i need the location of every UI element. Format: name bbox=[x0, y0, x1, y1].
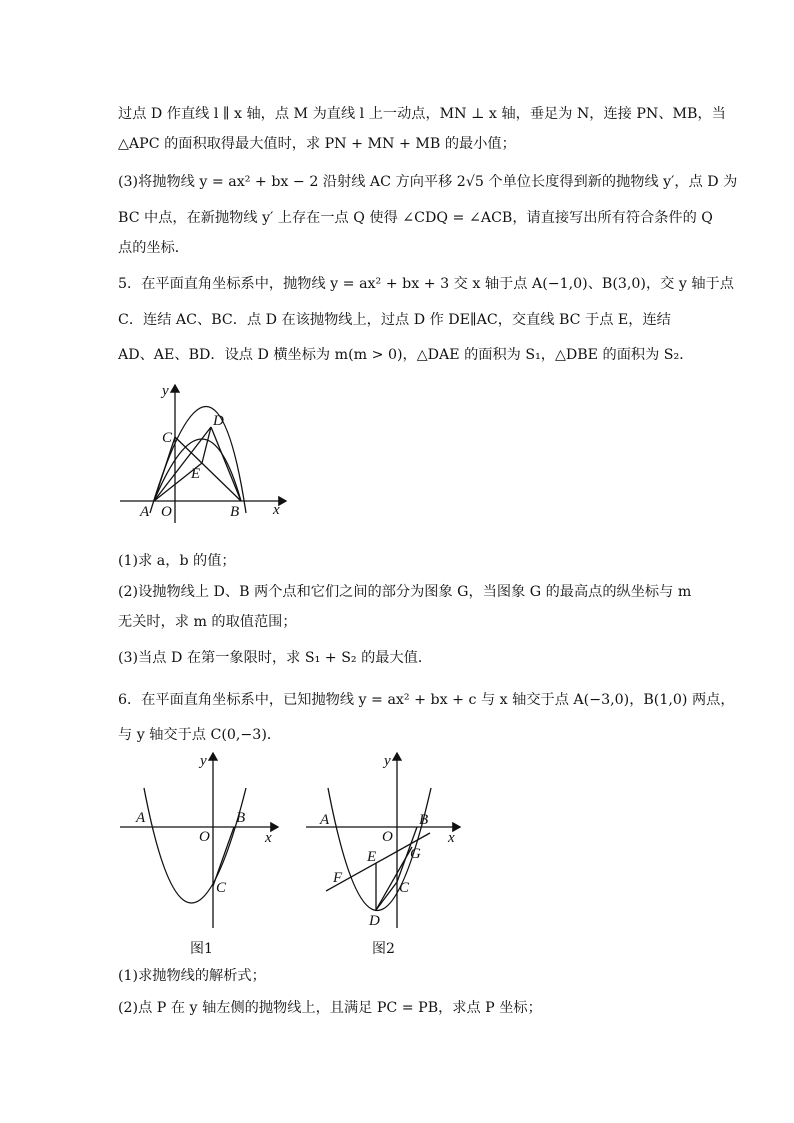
label-d: D bbox=[213, 413, 224, 429]
text-line: (1)求抛物线的解析式； bbox=[118, 968, 266, 984]
label-x: x bbox=[273, 502, 280, 518]
label-y: y bbox=[200, 753, 207, 769]
figure-caption-1: 图1 bbox=[190, 941, 213, 957]
text-line: C．连结 AC、BC．点 D 在该抛物线上，过点 D 作 DE∥AC，交直线 BC 于点 E，连结 bbox=[118, 312, 671, 328]
segment-bc bbox=[175, 437, 241, 501]
label-y: y bbox=[384, 753, 391, 769]
label-x: x bbox=[265, 830, 272, 846]
text-line: 过点 D 作直线 l ∥ x 轴，点 M 为直线 l 上一动点，MN ⊥ x 轴，垂足为 N，连接 PN、MB，当 bbox=[118, 106, 726, 122]
text-line: (3)当点 D 在第一象限时，求 S₁ + S₂ 的最大值． bbox=[118, 650, 433, 666]
figure-problem-6-1 bbox=[112, 748, 287, 963]
segment-dc bbox=[376, 882, 397, 910]
text-line: 与 y 轴交于点 C(0,−3)． bbox=[118, 727, 282, 743]
label-o: O bbox=[199, 829, 210, 845]
text-line: 点的坐标． bbox=[118, 240, 189, 256]
label-b: B bbox=[236, 810, 246, 826]
text-line: (3)将抛物线 y = ax² + bx − 2 沿射线 AC 方向平移 2√5 个单位长度得到新的抛物线 y′，点 D 为 bbox=[118, 174, 738, 190]
label-o: O bbox=[382, 829, 393, 845]
label-a: A bbox=[320, 812, 330, 828]
label-g: G bbox=[410, 846, 421, 862]
parabola-curve bbox=[144, 788, 246, 903]
figure-problem-6-2 bbox=[300, 748, 470, 963]
label-a: A bbox=[136, 810, 146, 826]
label-b: B bbox=[419, 812, 429, 828]
text-line: 无关时，求 m 的取值范围； bbox=[118, 614, 297, 630]
text-line: (1)求 a，b 的值； bbox=[118, 553, 236, 569]
problem-5-statement: 5．在平面直角坐标系中，抛物线 y = ax² + bx + 3 交 x 轴于点 A(−1,0)、B(3,0)，交 y 轴于点 bbox=[118, 276, 734, 292]
problem-6-statement: 6．在平面直角坐标系中，已知抛物线 y = ax² + bx + c 与 x 轴交于点 A(−3,0)，B(1,0) 两点， bbox=[118, 692, 735, 708]
text-line: BC 中点，在新抛物线 y′ 上存在一点 Q 使得 ∠CDQ = ∠ACB，请直接写出所有符合条件的 Q bbox=[118, 210, 713, 226]
text-line: △APC 的面积取得最大值时，求 PN + MN + MB 的最小值； bbox=[118, 136, 516, 152]
segment-bc bbox=[213, 827, 234, 886]
text-line: AD、AE、BD．设点 D 横坐标为 m(m > 0)，△DAE 的面积为 S₁，△DBE 的面积为 S₂． bbox=[118, 347, 694, 363]
label-e: E bbox=[367, 849, 377, 865]
figure-caption-2: 图2 bbox=[372, 941, 395, 957]
label-a: A bbox=[140, 504, 150, 520]
text-line: (2)设抛物线上 D、B 两个点和它们之间的部分为图象 G，当图象 G 的最高点的纵坐标与 m bbox=[118, 584, 692, 600]
label-c: C bbox=[216, 880, 227, 896]
segment-ac bbox=[154, 437, 175, 501]
label-y: y bbox=[162, 383, 169, 399]
label-f: F bbox=[333, 870, 343, 886]
label-o: O bbox=[161, 504, 172, 520]
label-e: E bbox=[191, 466, 201, 482]
text-line: (2)点 P 在 y 轴左侧的抛物线上，且满足 PC = PB，求点 P 坐标； bbox=[118, 1000, 542, 1016]
label-c: C bbox=[162, 430, 173, 446]
label-d: D bbox=[369, 913, 380, 929]
label-c: C bbox=[399, 880, 410, 896]
label-x: x bbox=[448, 830, 455, 846]
label-b: B bbox=[230, 504, 240, 520]
figure-problem-5 bbox=[110, 375, 295, 525]
